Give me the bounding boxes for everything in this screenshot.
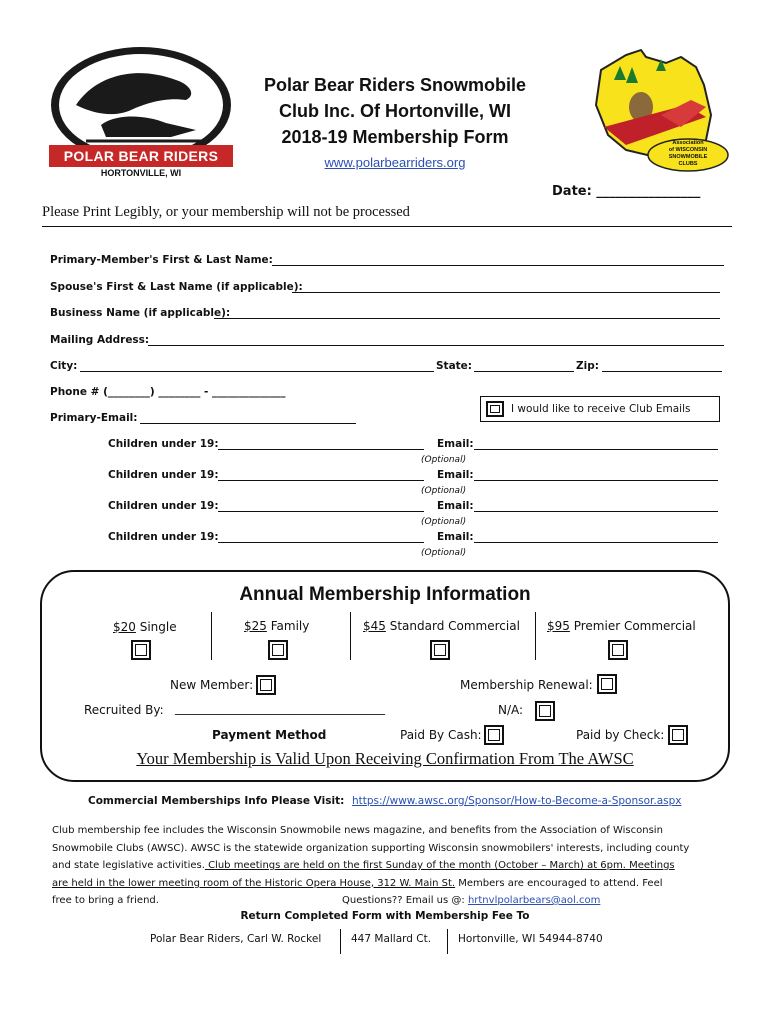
title-line-1: Polar Bear Riders Snowmobile xyxy=(263,75,527,95)
awsc-line-4: CLUBS xyxy=(678,161,698,167)
state-label: State: xyxy=(436,360,473,372)
child-3-email-label: Email: xyxy=(437,500,474,512)
child-4-email-label: Email: xyxy=(437,531,474,543)
child-1-field[interactable] xyxy=(218,449,424,450)
valid-membership-note: Your Membership is Valid Upon Receiving Confirmation From The AWSC xyxy=(136,749,634,768)
paragraph-line-4b: Members are encouraged to attend. Feel xyxy=(455,877,663,889)
option-divider-2 xyxy=(350,612,351,660)
awsc-logo xyxy=(586,45,731,175)
primary-email-field[interactable] xyxy=(140,423,356,424)
option-standard-price: $45 xyxy=(363,619,386,633)
awsc-line-3: SNOWMOBILE xyxy=(668,154,708,160)
club-emails-checkbox[interactable] xyxy=(486,401,504,417)
child-2-label: Children under 19: xyxy=(108,469,219,481)
phone-field[interactable]: Phone # (________) ________ - ______________ xyxy=(50,386,286,398)
paragraph-line-3a: and state legislative activities. xyxy=(52,860,205,871)
option-family-price: $25 xyxy=(244,619,267,633)
address-3: Hortonville, WI 54944-8740 xyxy=(458,933,603,945)
new-member-checkbox[interactable] xyxy=(256,675,276,695)
city-label: City: xyxy=(50,360,78,372)
child-3-optional: (Optional) xyxy=(421,517,467,527)
renewal-label: Membership Renewal: xyxy=(460,678,593,692)
paragraph-line-2: Snowmobile Clubs (AWSC). AWSC is the statewide organization supporting Wisconsin snowmobilers' interests, including county xyxy=(52,842,690,854)
child-3-email-field[interactable] xyxy=(474,511,718,512)
child-2-email-label: Email: xyxy=(437,469,474,481)
polar-bear-riders-logo xyxy=(46,45,236,185)
mailing-address-label: Mailing Address: xyxy=(50,334,150,346)
logo-subtitle: HORTONVILLE, WI xyxy=(100,168,182,178)
child-1-optional: (Optional) xyxy=(421,455,467,465)
return-form-note: Return Completed Form with Membership Fee To xyxy=(240,910,530,922)
membership-title: Annual Membership Information xyxy=(239,584,531,605)
option-standard-name: Standard Commercial xyxy=(385,619,520,633)
paragraph-line-5 xyxy=(52,892,732,910)
child-1-label: Children under 19: xyxy=(108,438,219,450)
new-member-label: New Member: xyxy=(170,678,254,692)
page-title xyxy=(220,72,570,150)
footer-paragraph xyxy=(52,822,732,910)
recruited-label: Recruited By: xyxy=(84,703,164,717)
paragraph-line-3b: Club meetings are held on the first Sunday of the month (October – March) at 6pm. Meetings xyxy=(204,860,675,871)
paragraph-line-1: Club membership fee includes the Wisconsin Snowmobile news magazine, and benefits from the Association of Wisconsin xyxy=(52,825,663,836)
awsc-logo-text xyxy=(650,140,726,168)
address-1: Polar Bear Riders, Carl W. Rockel xyxy=(150,933,322,945)
title-line-3: 2018-19 Membership Form xyxy=(281,127,509,147)
questions xyxy=(342,892,600,910)
option-single xyxy=(113,620,177,634)
child-2-email-field[interactable] xyxy=(474,480,718,481)
notice-divider xyxy=(42,226,732,227)
questions-email-link[interactable]: hrtnvlpolarbears@aol.com xyxy=(467,895,601,906)
logo-graphic xyxy=(46,45,236,185)
child-3-field[interactable] xyxy=(218,511,424,512)
date-field[interactable]: Date: ________________ xyxy=(552,184,701,199)
paid-cash-label: Paid By Cash: xyxy=(400,728,482,742)
awsc-line-1: Association xyxy=(672,140,704,146)
single-checkbox[interactable] xyxy=(131,640,151,660)
website-link[interactable]: www.polarbearriders.org xyxy=(324,155,466,170)
city-field[interactable] xyxy=(80,371,434,372)
option-standard xyxy=(363,619,520,633)
renewal-checkbox[interactable] xyxy=(597,674,617,694)
family-checkbox[interactable] xyxy=(268,640,288,660)
child-4-field[interactable] xyxy=(218,542,424,543)
logo-title: POLAR BEAR RIDERS xyxy=(63,148,219,164)
child-2-field[interactable] xyxy=(218,480,424,481)
awsc-line-2: of WISCONSIN xyxy=(668,147,708,153)
commercial-info-label: Commercial Memberships Info Please Visit: xyxy=(88,795,345,807)
paid-check-checkbox[interactable] xyxy=(668,725,688,745)
primary-name-label: Primary-Member's First & Last Name: xyxy=(50,254,273,266)
primary-name-field[interactable] xyxy=(272,265,724,266)
child-4-label: Children under 19: xyxy=(108,531,219,543)
child-4-optional: (Optional) xyxy=(421,548,467,558)
paid-check-label: Paid by Check: xyxy=(576,728,665,742)
option-premier-price: $95 xyxy=(547,619,570,633)
print-legibly-notice: Please Print Legibly, or your membership will not be processed xyxy=(42,204,410,220)
primary-email-label: Primary-Email: xyxy=(50,412,138,424)
na-label: N/A: xyxy=(498,703,524,717)
zip-field[interactable] xyxy=(602,371,722,372)
recruited-field[interactable]: ___________________________________ xyxy=(175,701,385,715)
paragraph-line-4a: are held in the lower meeting room of the Historic Opera House, 312 W. Main St. xyxy=(52,877,456,889)
child-2-optional: (Optional) xyxy=(421,486,467,496)
child-1-email-field[interactable] xyxy=(474,449,718,450)
spouse-name-field[interactable] xyxy=(292,292,720,293)
option-premier xyxy=(547,619,696,633)
club-emails-label: I would like to receive Club Emails xyxy=(511,403,691,415)
paragraph-line-4 xyxy=(52,875,732,893)
spouse-name-label: Spouse's First & Last Name (if applicable): xyxy=(50,281,303,293)
premier-checkbox[interactable] xyxy=(608,640,628,660)
child-3-label: Children under 19: xyxy=(108,500,219,512)
payment-method-label: Payment Method xyxy=(212,728,327,742)
mailing-address-field[interactable] xyxy=(148,345,724,346)
business-name-label: Business Name (if applicable): xyxy=(50,307,231,319)
standard-checkbox[interactable] xyxy=(430,640,450,660)
na-checkbox[interactable] xyxy=(535,701,555,721)
child-4-email-field[interactable] xyxy=(474,542,718,543)
state-field[interactable] xyxy=(474,371,574,372)
option-single-name: Single xyxy=(135,620,177,634)
club-emails-box xyxy=(480,396,720,422)
paid-cash-checkbox[interactable] xyxy=(484,725,504,745)
business-name-field[interactable] xyxy=(214,318,720,319)
paragraph-line-5a: free to bring a friend. xyxy=(52,895,159,906)
paragraph-line-3 xyxy=(52,857,732,875)
option-family-name: Family xyxy=(266,619,310,633)
child-1-email-label: Email: xyxy=(437,438,474,450)
option-single-price: $20 xyxy=(113,620,136,634)
zip-label: Zip: xyxy=(576,360,599,372)
address-divider-2 xyxy=(447,929,448,954)
questions-label: Questions?? Email us @: xyxy=(342,895,468,906)
option-divider-1 xyxy=(211,612,212,660)
option-divider-3 xyxy=(535,612,536,660)
commercial-info-link[interactable]: https://www.awsc.org/Sponsor/How-to-Become-a-Sponsor.aspx xyxy=(352,795,682,807)
title-line-2: Club Inc. Of Hortonville, WI xyxy=(279,101,511,121)
address-2: 447 Mallard Ct. xyxy=(351,933,432,945)
option-family xyxy=(244,619,309,633)
address-divider-1 xyxy=(340,929,341,954)
option-premier-name: Premier Commercial xyxy=(569,619,696,633)
